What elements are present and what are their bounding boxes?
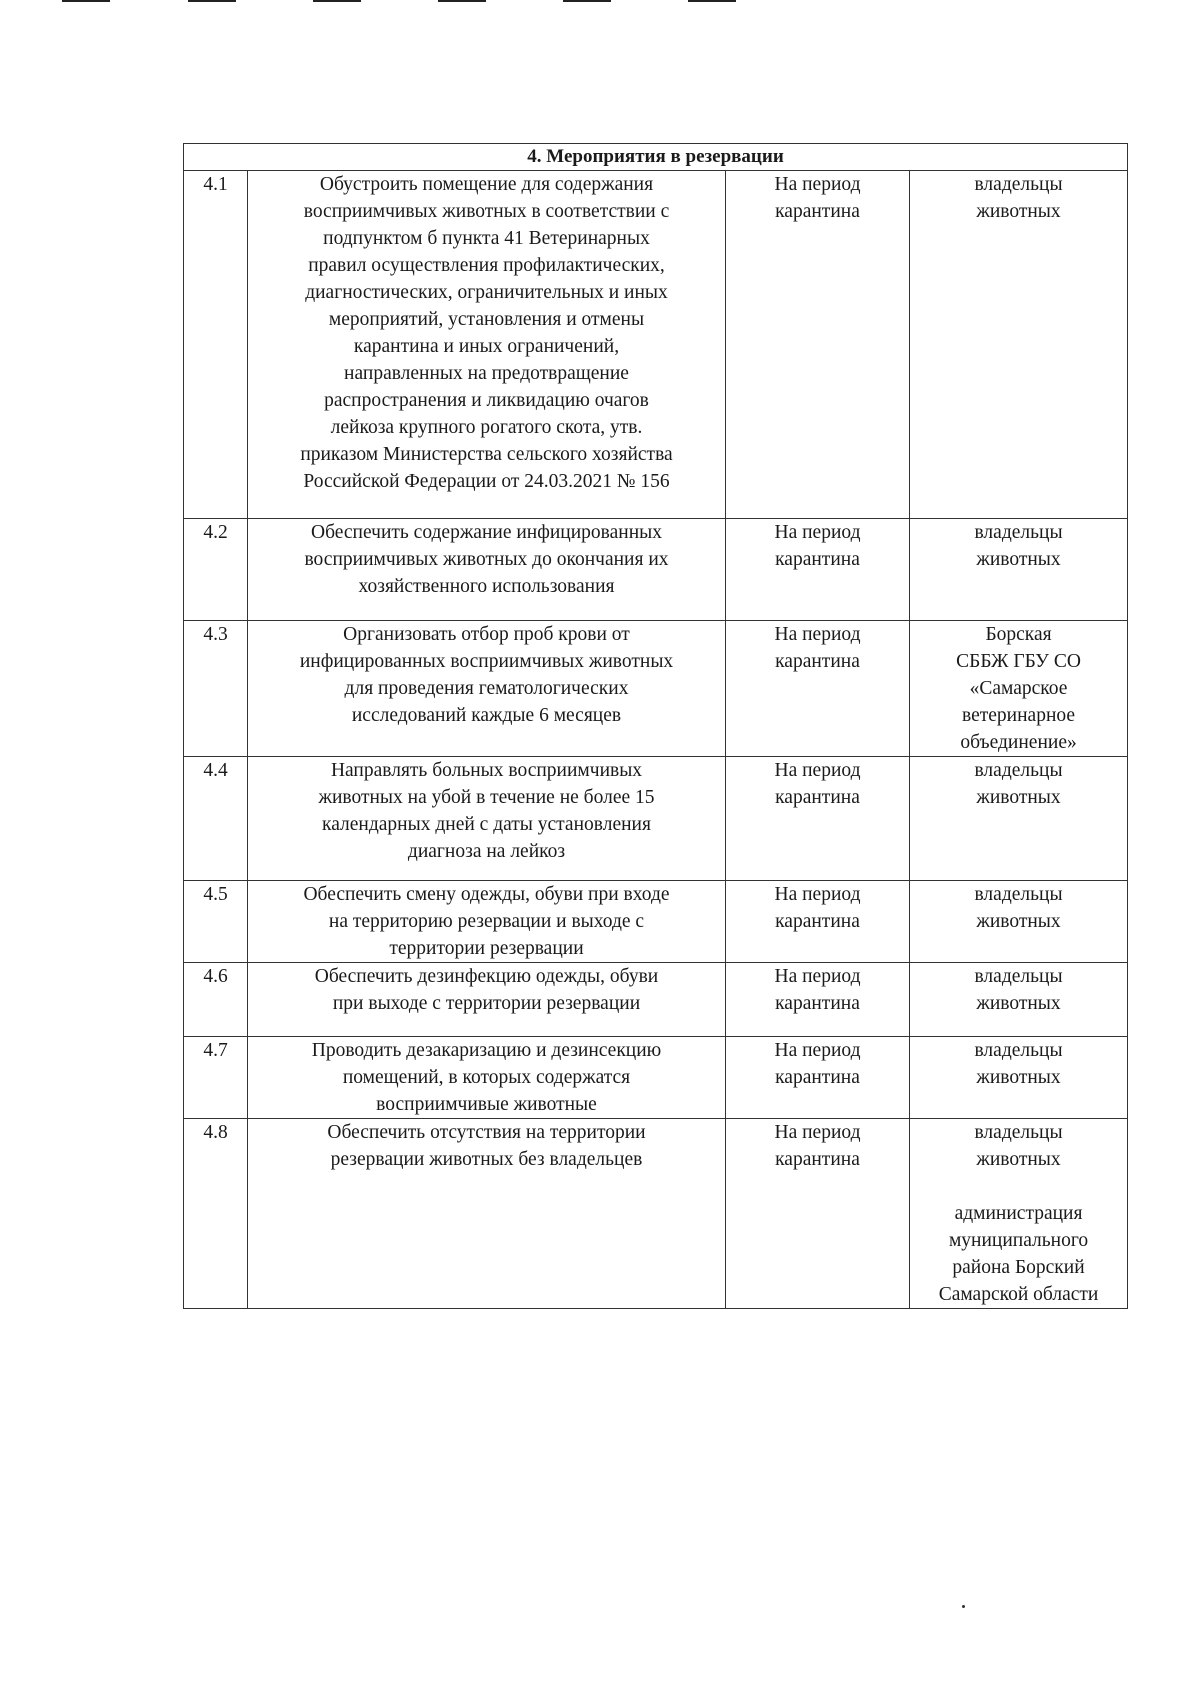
measure-text-line: для проведения гематологических xyxy=(344,678,629,699)
measure-text-line: приказом Министерства сельского хозяйства xyxy=(300,444,673,465)
responsible-party xyxy=(910,519,1128,621)
responsible-party xyxy=(910,1119,1128,1309)
responsible-text-line: «Самарское xyxy=(969,678,1068,699)
table-row xyxy=(184,1119,1128,1309)
responsible-text-line: объединение» xyxy=(960,732,1077,753)
measure-description xyxy=(248,171,726,519)
measure-text-line: диагноза на лейкоз xyxy=(407,841,566,862)
responsible-party xyxy=(910,881,1128,963)
responsible-text-line: животных xyxy=(976,911,1061,932)
section-header-row xyxy=(184,144,1128,171)
responsible-text-line: животных xyxy=(976,1149,1061,1170)
measure-period xyxy=(726,171,910,519)
responsible-text-line: района Борский xyxy=(952,1257,1085,1278)
measure-text-line: хозяйственного использования xyxy=(358,576,615,597)
measure-text-line: карантина и иных ограничений, xyxy=(353,336,620,357)
measure-period xyxy=(726,1119,910,1309)
measure-text-line: восприимчивые животные xyxy=(376,1094,597,1115)
item-number: 4.1 xyxy=(184,171,248,519)
measure-description xyxy=(248,881,726,963)
responsible-text-line: животных xyxy=(976,1067,1061,1088)
period-text-line: карантина xyxy=(775,911,860,932)
measure-text-line: Организовать отбор проб крови от xyxy=(343,624,630,645)
responsible-text-line: животных xyxy=(976,787,1061,808)
table-body xyxy=(184,171,1128,1309)
scan-mark xyxy=(313,0,361,2)
scan-mark xyxy=(62,0,110,2)
scan-mark xyxy=(188,0,236,2)
measure-text-line: Направлять больных восприимчивых xyxy=(330,760,643,781)
responsible-party xyxy=(910,963,1128,1037)
scan-top-marks xyxy=(0,0,1200,6)
responsible-party xyxy=(910,757,1128,881)
measure-description xyxy=(248,621,726,757)
responsible-text-line: СББЖ ГБУ СО xyxy=(956,651,1081,672)
measure-text-line: Обеспечить дезинфекцию одежды, обуви xyxy=(314,966,659,987)
measure-text-line: помещений, в которых содержатся xyxy=(342,1067,631,1088)
period-text-line: На период xyxy=(774,1122,861,1143)
measure-text-line: животных на убой в течение не более 15 xyxy=(318,787,655,808)
responsible-text-line: Борская xyxy=(985,624,1052,645)
responsible-text-line: администрация xyxy=(954,1203,1083,1224)
measure-text-line: Российской Федерации от 24.03.2021 № 156 xyxy=(303,471,670,492)
scan-mark xyxy=(438,0,486,2)
responsible-text-line: владельцы xyxy=(974,966,1063,987)
measure-text-line: мероприятий, установления и отмены xyxy=(328,309,645,330)
responsible-party xyxy=(910,1037,1128,1119)
responsible-text-line: владельцы xyxy=(974,884,1063,905)
period-text-line: карантина xyxy=(775,787,860,808)
measure-text-line: лейкоза крупного рогатого скота, утв. xyxy=(330,417,643,438)
responsible-text-line: владельцы xyxy=(974,1040,1063,1061)
responsible-text-line: муниципального xyxy=(948,1230,1089,1251)
measure-text-line: Обеспечить содержание инфицированных xyxy=(310,522,663,543)
period-text-line: карантина xyxy=(775,201,860,222)
item-number: 4.3 xyxy=(184,621,248,757)
item-number: 4.6 xyxy=(184,963,248,1037)
measure-text-line: на территорию резервации и выходе с xyxy=(328,911,645,932)
period-text-line: На период xyxy=(774,884,861,905)
measure-description xyxy=(248,1037,726,1119)
scan-speck xyxy=(962,1605,965,1608)
responsible-text-line: владельцы xyxy=(974,1122,1063,1143)
measure-text-line: резервации животных без владельцев xyxy=(330,1149,643,1170)
period-text-line: карантина xyxy=(775,651,860,672)
measure-description xyxy=(248,1119,726,1309)
table-row xyxy=(184,881,1128,963)
measure-period xyxy=(726,519,910,621)
item-number: 4.8 xyxy=(184,1119,248,1309)
table-row xyxy=(184,1037,1128,1119)
measure-text-line: восприимчивых животных в соответствии с xyxy=(303,201,670,222)
measure-period xyxy=(726,881,910,963)
measure-text-line: календарных дней с даты установления xyxy=(322,814,651,835)
measure-text-line: исследований каждые 6 месяцев xyxy=(351,705,622,726)
scan-mark xyxy=(688,0,736,2)
measure-description xyxy=(248,757,726,881)
table-row xyxy=(184,757,1128,881)
measures-table xyxy=(183,143,1128,1309)
measure-text-line: направленных на предотвращение xyxy=(344,363,629,384)
period-text-line: На период xyxy=(774,966,861,987)
measure-text-line: подпунктом б пункта 41 Ветеринарных xyxy=(323,228,650,249)
item-number: 4.4 xyxy=(184,757,248,881)
period-text-line: На период xyxy=(774,624,861,645)
measure-text-line: инфицированных восприимчивых животных xyxy=(299,651,674,672)
measure-text-line: при выходе с территории резервации xyxy=(332,993,641,1014)
responsible-text-line: животных xyxy=(976,549,1061,570)
section-title: 4. Мероприятия в резервации xyxy=(184,144,1128,171)
measure-text-line: распространения и ликвидацию очагов xyxy=(324,390,649,411)
period-text-line: На период xyxy=(774,760,861,781)
table-row xyxy=(184,621,1128,757)
responsible-text-line: животных xyxy=(976,993,1061,1014)
measure-period xyxy=(726,1037,910,1119)
measure-period xyxy=(726,621,910,757)
table-row xyxy=(184,963,1128,1037)
measure-text-line: правил осуществления профилактических, xyxy=(308,255,665,276)
period-text-line: карантина xyxy=(775,1149,860,1170)
measure-text-line: Проводить дезакаризацию и дезинсекцию xyxy=(311,1040,662,1061)
period-text-line: карантина xyxy=(775,1067,860,1088)
measure-description xyxy=(248,519,726,621)
measure-text-line: диагностических, ограничительных и иных xyxy=(305,282,668,303)
responsible-text-line: животных xyxy=(976,201,1061,222)
item-number: 4.7 xyxy=(184,1037,248,1119)
measure-period xyxy=(726,757,910,881)
period-text-line: На период xyxy=(774,1040,861,1061)
measure-description xyxy=(248,963,726,1037)
responsible-text-line: ветеринарное xyxy=(962,705,1076,726)
period-text-line: На период xyxy=(774,522,861,543)
item-number: 4.5 xyxy=(184,881,248,963)
responsible-text-line: владельцы xyxy=(974,522,1063,543)
measure-text-line: Обустроить помещение для содержания xyxy=(319,174,654,195)
responsible-text-line: владельцы xyxy=(974,174,1063,195)
measure-period xyxy=(726,963,910,1037)
responsible-party xyxy=(910,621,1128,757)
table-row xyxy=(184,519,1128,621)
measure-text-line: восприимчивых животных до окончания их xyxy=(304,549,669,570)
responsible-party xyxy=(910,171,1128,519)
measure-text-line: территории резервации xyxy=(389,938,584,959)
item-number: 4.2 xyxy=(184,519,248,621)
responsible-text-line: владельцы xyxy=(974,760,1063,781)
measure-text-line: Обеспечить отсутствия на территории xyxy=(327,1122,646,1143)
period-text-line: На период xyxy=(774,174,861,195)
period-text-line: карантина xyxy=(775,549,860,570)
period-text-line: карантина xyxy=(775,993,860,1014)
responsible-spacer xyxy=(910,1173,1127,1200)
table-row xyxy=(184,171,1128,519)
scan-mark xyxy=(563,0,611,2)
responsible-text-line: Самарской области xyxy=(938,1284,1099,1305)
measure-text-line: Обеспечить смену одежды, обуви при входе xyxy=(303,884,670,905)
